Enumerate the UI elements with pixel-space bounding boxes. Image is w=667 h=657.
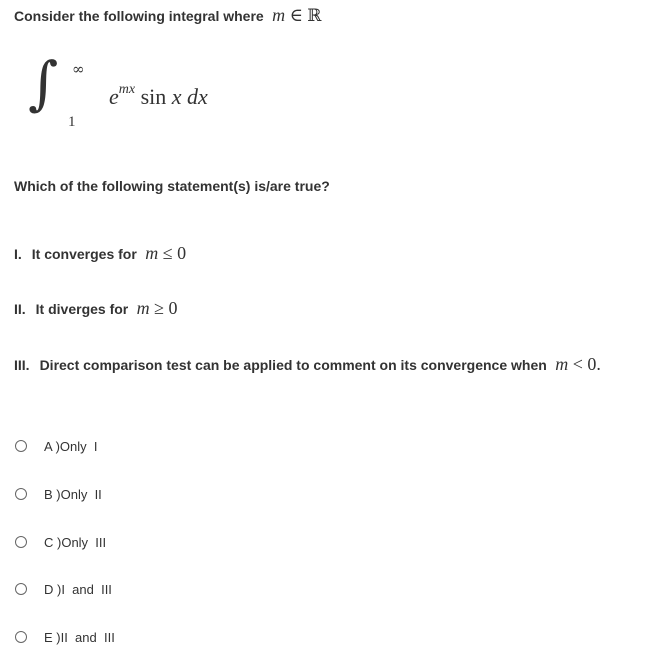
statement-value: 0 xyxy=(168,298,178,318)
radio-button[interactable] xyxy=(15,440,27,452)
statement-math xyxy=(551,354,601,374)
choice-e[interactable] xyxy=(14,627,115,647)
statement-relation: ≥ xyxy=(154,298,165,318)
statement-value: 0 xyxy=(177,243,187,263)
statement-numeral: III. xyxy=(14,357,30,373)
statement-text: It diverges for xyxy=(35,301,129,317)
radio-button[interactable] xyxy=(15,536,27,548)
statement-2 xyxy=(14,298,178,319)
choice-c[interactable] xyxy=(14,532,106,552)
radio-button[interactable] xyxy=(15,488,27,500)
statement-3 xyxy=(14,354,601,375)
choice-label[interactable]: D )I and III xyxy=(44,581,112,597)
statement-text: Direct comparison test can be applied to comment on its convergence when xyxy=(39,357,547,373)
statement-numeral: II. xyxy=(14,301,26,317)
statement-math xyxy=(132,298,177,318)
choice-d[interactable] xyxy=(14,579,112,599)
statement-relation: < xyxy=(572,354,583,374)
radio-button[interactable] xyxy=(15,631,27,643)
statement-math xyxy=(141,243,186,263)
statement-variable: m xyxy=(145,243,159,263)
integrand-function: sin xyxy=(140,84,167,109)
stem-text: Consider the following integral where xyxy=(14,8,264,24)
statement-value: 0. xyxy=(587,354,601,374)
integrand xyxy=(109,82,208,110)
integral-lower-limit: 1 xyxy=(68,114,76,130)
integral-upper-limit: ∞ xyxy=(72,60,85,78)
stem-element-of: ∈ xyxy=(289,5,303,25)
stem-real-set: ℝ xyxy=(307,6,322,26)
integral-formula xyxy=(28,49,258,144)
statement-1 xyxy=(14,243,186,264)
statement-text: It converges for xyxy=(31,246,137,262)
integral-sign: ∫ xyxy=(28,49,59,117)
integrand-variable: x xyxy=(171,84,182,109)
choice-label[interactable]: E )II and III xyxy=(44,629,115,645)
integrand-base: e xyxy=(109,84,119,109)
statement-numeral: I. xyxy=(14,246,22,262)
choice-label[interactable]: A )Only I xyxy=(44,438,98,454)
integrand-differential-var: x xyxy=(198,84,208,109)
choice-label[interactable]: C )Only III xyxy=(44,534,107,550)
integrand-exponent: mx xyxy=(118,82,136,97)
statement-variable: m xyxy=(136,298,150,318)
statement-relation: ≤ xyxy=(162,243,173,263)
question-prompt: Which of the following statement(s) is/are true? xyxy=(14,178,330,194)
choice-a[interactable] xyxy=(14,436,97,456)
question-container xyxy=(14,0,664,657)
statement-variable: m xyxy=(555,354,569,374)
integrand-differential-d: d xyxy=(187,84,199,109)
stem-variable: m xyxy=(272,5,286,25)
question-stem xyxy=(14,5,322,26)
choice-label[interactable]: B )Only II xyxy=(44,486,102,502)
radio-button[interactable] xyxy=(15,583,27,595)
stem-math xyxy=(268,5,322,25)
choice-b[interactable] xyxy=(14,484,102,504)
